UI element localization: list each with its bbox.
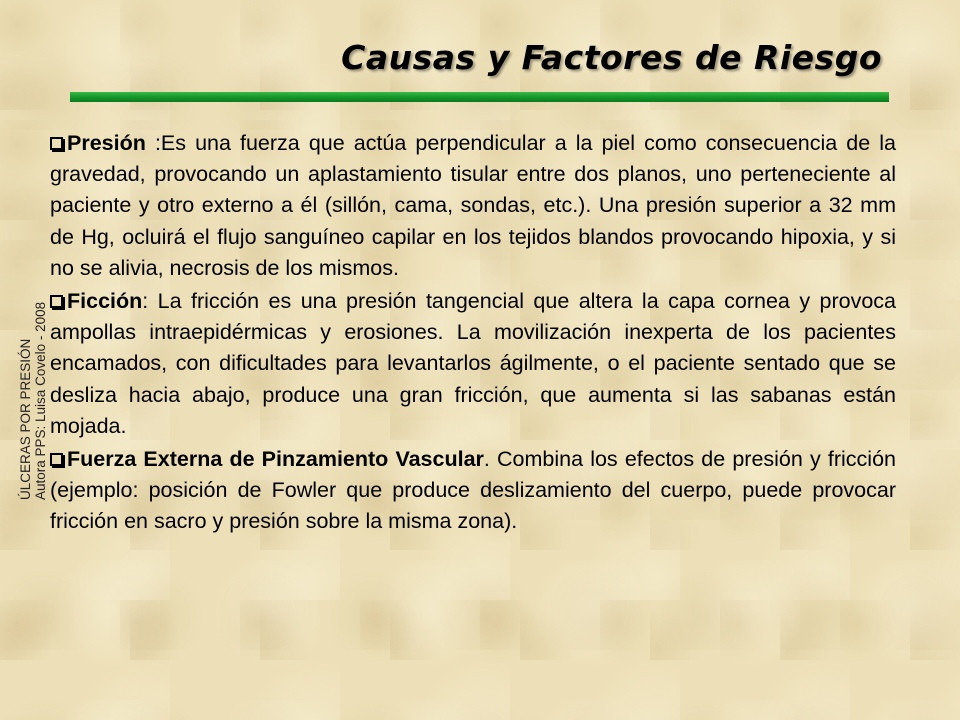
bullet-term: Ficción	[67, 289, 143, 314]
slide-body	[50, 128, 896, 540]
checkbox-square-icon	[50, 137, 63, 150]
bullet-text: :Es una fuerza que actúa perpendicular a la piel como consecuencia de la gravedad, provocando un aplastamiento tisular entre dos planos, uno perteneciente al paciente y otro externo a él (sillón, cama, sondas, etc.). Una presión superior a 32 mm de Hg, ocluirá el flujo sanguíneo capilar en los tejidos blandos provocando hipoxia, y si no se alivia, necrosis de los mismos.	[50, 131, 896, 280]
side-caption	[18, 302, 48, 500]
bullet-fuerza-externa	[50, 444, 896, 538]
bullet-term: Presión	[67, 131, 146, 155]
bullet-term: Fuerza Externa de Pinzamiento Vascular	[67, 447, 484, 472]
side-caption-line-2: Autora PPS: Luisa Covelo - 2008	[33, 301, 48, 500]
bullet-presion	[50, 128, 896, 284]
bullet-ficcion	[50, 286, 896, 442]
bullet-text: : La fricción es una presión tangencial que altera la capa cornea y provoca ampollas intraepidérmicas y erosiones. La movilización inexperta de los pacientes encamados, con dificultades para levantarlos ágilmente, o el paciente sentado que se desliza hacia abajo, produce una gran fricción, que aumenta si las sabanas están mojada.	[50, 289, 896, 438]
checkbox-square-icon	[50, 453, 63, 466]
checkbox-square-icon	[50, 295, 63, 308]
side-caption-line-1: ÚLCERAS POR PRESIÓN	[18, 338, 33, 500]
bullet-text: . Combina los efectos de presión y fricción (ejemplo: posición de Fowler que produce deslizamiento del cuerpo, puede provocar fricción en sacro y presión sobre la misma zona).	[50, 447, 896, 534]
slide-title: Causas y Factores de Riesgo	[341, 38, 882, 77]
title-underline-bar	[70, 92, 889, 102]
